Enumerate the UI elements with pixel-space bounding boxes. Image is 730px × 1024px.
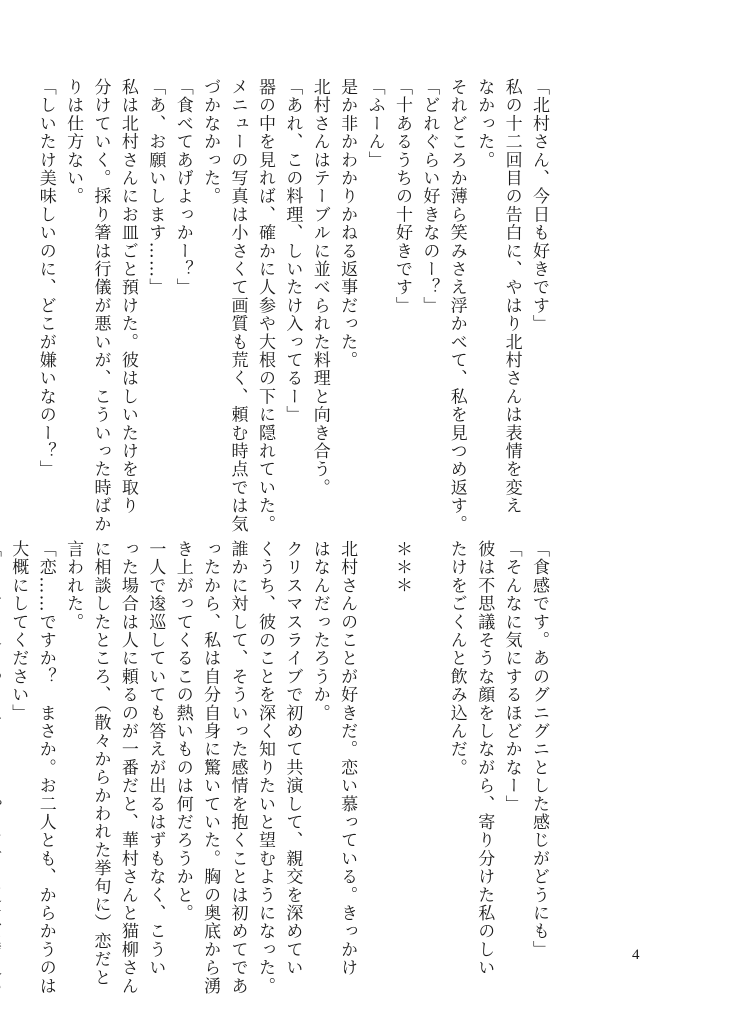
page-number: 4 <box>632 947 640 963</box>
text-line: 「あ、お願いします……」 <box>145 78 166 297</box>
text-line: 是か非かわかりかねる返事だった。 <box>337 78 358 370</box>
text-line: たけをごくんと飲み込んだ。 <box>446 540 467 777</box>
text-line: 誰かに対して、そういった感情を抱くことは初めてであ <box>227 540 248 995</box>
text-line: 「ふーん」 <box>364 78 385 169</box>
text-line: 「あれ、この料理、しいたけ入ってるー」 <box>282 78 303 424</box>
text-line: 彼は不思議そうな顔をしながら、寄り分けた私のしい <box>474 540 495 977</box>
text-line: 「食べてあげよっかー？」 <box>172 78 193 297</box>
lower-text-block <box>0 540 552 995</box>
text-line: 「どれぐらい好きなのー？」 <box>419 78 440 315</box>
text-line: 「恋……ですか？ まさか。お二人とも、からかうのは <box>35 540 56 995</box>
text-line: メニューの写真は小さくて画質も荒く、頼む時点では気 <box>227 78 248 533</box>
text-line: き上がってくるこの熱いものは何だろうかと。 <box>172 540 193 923</box>
text-line: 北村さんのことが好きだ。恋い慕っている。きっかけ <box>337 540 358 977</box>
text-line: クリスマスライブで初めて共演して、親交を深めてい <box>282 540 303 977</box>
text-line: はなんだったろうか。 <box>309 540 330 722</box>
upper-text-block <box>31 78 552 533</box>
text-line: 北村さんはテーブルに並べられた料理と向き合う。 <box>309 78 330 497</box>
text-line: 分けていく。採り箸は行儀が悪いが、こういった時ばか <box>90 78 111 533</box>
text-line <box>415 540 442 945</box>
text-line: くうち、彼のことを深く知りたいと望むようになった。 <box>254 540 275 995</box>
text-line: ったから、私は自分自身に驚いていた。胸の奥底から湧 <box>200 540 221 995</box>
text-line: 「食感です。あのグニグニとした感じがどうにも」 <box>529 540 549 959</box>
text-line: った場合は人に頼るのが一番だと、華村さんと猫柳さん <box>117 540 138 995</box>
text-line: 「北村さん、今日も好きです」 <box>529 78 549 333</box>
text-line: ＊＊＊ <box>391 540 412 595</box>
text-line <box>360 540 387 945</box>
text-line: 「しいたけ美味しいのに、どこが嫌いなのー？」 <box>35 78 56 479</box>
text-line: 言われた。 <box>63 540 84 631</box>
text-line: 私は北村さんにお皿ごと預けた。彼はしいたけを取り <box>117 78 138 515</box>
text-line: 「そんなに気にするほどかなー」 <box>501 540 522 813</box>
text-line: に相談したところ、（散々からかわれた挙句に）恋だと <box>90 540 111 987</box>
text-line: 大概にしてください」 <box>8 540 29 722</box>
text-line: 私の十二回目の告白に、やはり北村さんは表情を変え <box>501 78 522 515</box>
text-line: なかった。 <box>474 78 495 169</box>
text-line: それどころか薄ら笑みさえ浮かべて、私を見つめ返す。 <box>446 78 467 533</box>
text-line: りは仕方ない。 <box>63 78 84 206</box>
text-line: 「十あるうちの十好きです」 <box>391 78 412 315</box>
text-line <box>0 540 4 945</box>
text-line: づかなかった。 <box>200 78 221 206</box>
text-line: 一人で逡巡していても答えが出るはずもなく、こうい <box>145 540 166 977</box>
text-line: 器の中を見れば、確かに人参や大根の下に隠れていた。 <box>254 78 275 533</box>
